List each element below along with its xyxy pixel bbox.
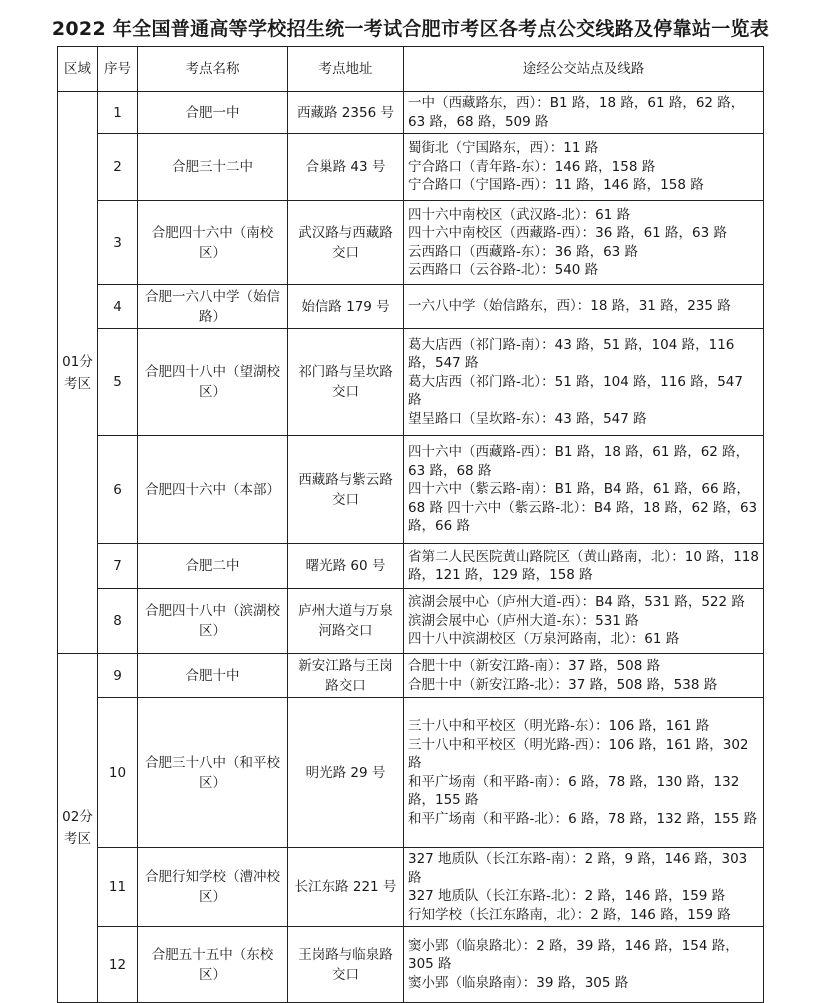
name-cell: 合肥行知学校（漕冲校区） — [138, 848, 288, 927]
name-cell: 合肥四十八中（望湖校区） — [138, 329, 288, 436]
route-line: 四十六中（紫云路-南）：B1 路，B4 路，61 路，66 路，68 路 四十六中（紫云路-北）：B4 路，18 路，62 路，63 路，66 路 — [408, 481, 758, 535]
header-seq: 序号 — [98, 47, 138, 92]
name-cell: 合肥一六八中学（始信路） — [138, 285, 288, 329]
route-line: 滨湖会展中心（庐州大道-东）：531 路 — [408, 612, 639, 629]
name-cell: 合肥三十二中 — [138, 134, 288, 201]
table-row — [58, 927, 764, 1003]
table-row — [58, 654, 764, 698]
route-line: 四十八中滨湖校区（万泉河路南，北）：61 路 — [408, 631, 680, 648]
address-cell: 祁门路与呈坎路交口 — [288, 329, 404, 436]
route-line: 窦小郢（临泉路北）：2 路，39 路，146 路，154 路，305 路 — [408, 937, 739, 973]
address-cell: 西藏路与紫云路交口 — [288, 436, 404, 544]
routes-cell — [404, 927, 764, 1003]
seq-cell: 6 — [98, 436, 138, 544]
route-line: 云西路口（云谷路-北）：540 路 — [408, 262, 599, 278]
address-cell: 曙光路 60 号 — [288, 544, 404, 589]
route-line: 蜀街北（宁国路东，西）：11 路 — [408, 140, 599, 157]
route-line: 和平广场南（和平路-南）：6 路，78 路，130 路，132 路，155 路 — [408, 773, 740, 808]
route-line: 滨湖会展中心（庐州大道-西）：B4 路，531 路，522 路 — [408, 594, 745, 611]
table-row — [58, 589, 764, 654]
table-row — [58, 436, 764, 544]
route-line: 望呈路口（呈坎路-东）：43 路，547 路 — [408, 410, 647, 427]
name-cell: 合肥一中 — [138, 92, 288, 134]
routes-cell — [404, 544, 764, 589]
route-line: 窦小郢（临泉路南）：39 路，305 路 — [408, 974, 629, 991]
route-line: 四十六中南校区（武汉路-北）：61 路 — [408, 206, 631, 223]
seq-cell: 9 — [98, 654, 138, 698]
header-address: 考点地址 — [288, 47, 404, 92]
route-line: 四十六中南校区（西藏路-西）：36 路，61 路，63 路 — [408, 225, 728, 241]
route-line: 一中（西藏路东，西）：B1 路，18 路，61 路，62 路，63 路，68 路，509 路 — [408, 95, 745, 130]
header-routes: 途经公交站点及线路 — [404, 47, 764, 92]
seq-cell: 7 — [98, 544, 138, 589]
route-line: 327 地质队（长江东路-北）：2 路，146 路，159 路 — [408, 888, 726, 904]
seq-cell: 1 — [98, 92, 138, 134]
address-cell: 西藏路 2356 号 — [288, 92, 404, 134]
name-cell: 合肥十中 — [138, 654, 288, 698]
routes-cell — [404, 92, 764, 134]
table-row — [58, 134, 764, 201]
region-cell-02: 02分考区 — [58, 654, 98, 1003]
route-line: 四十六中（西藏路-西）：B1 路，18 路，61 路，62 路，63 路，68 路 — [408, 444, 750, 479]
routes-cell — [404, 848, 764, 927]
name-cell: 合肥四十六中（南校区） — [138, 201, 288, 285]
routes-cell — [404, 134, 764, 201]
name-cell: 合肥五十五中（东校区） — [138, 927, 288, 1003]
table-header-row — [58, 47, 764, 92]
seq-cell: 10 — [98, 698, 138, 848]
name-cell: 合肥四十六中（本部） — [138, 436, 288, 544]
table-row — [58, 329, 764, 436]
routes-cell — [404, 436, 764, 544]
route-line: 合肥十中（新安江路-北）：37 路，508 路，538 路 — [408, 676, 718, 693]
route-line: 合肥十中（新安江路-南）：37 路，508 路 — [408, 658, 661, 674]
route-line: 云西路口（西藏路-东）：36 路，63 路 — [408, 243, 639, 260]
routes-cell — [404, 201, 764, 285]
region-cell-01: 01分考区 — [58, 92, 98, 654]
header-region: 区域 — [58, 47, 98, 92]
name-cell: 合肥二中 — [138, 544, 288, 589]
route-line: 327 地质队（长江东路-南）：2 路，9 路，146 路，303 路 — [408, 851, 748, 886]
route-line: 和平广场南（和平路-北）：6 路，78 路，132 路，155 路 — [408, 810, 758, 827]
address-cell: 长江东路 221 号 — [288, 848, 404, 927]
routes-cell — [404, 329, 764, 436]
route-line: 葛大店西（祁门路-北）：51 路，104 路，116 路，547 路 — [408, 373, 743, 409]
address-cell: 明光路 29 号 — [288, 698, 404, 848]
table-row — [58, 698, 764, 848]
table-row — [58, 848, 764, 927]
address-cell: 庐州大道与万泉河路交口 — [288, 589, 404, 654]
route-line: 葛大店西（祁门路-南）：43 路，51 路，104 路，116 路，547 路 — [408, 336, 735, 372]
address-cell: 武汉路与西藏路交口 — [288, 201, 404, 285]
address-cell: 新安江路与王岗路交口 — [288, 654, 404, 698]
table-row — [58, 92, 764, 134]
routes-cell — [404, 589, 764, 654]
route-line: 行知学校（长江东路南，北）：2 路，146 路，159 路 — [408, 906, 731, 923]
route-line: 三十八中和平校区（明光路-东）：106 路，161 路 — [408, 718, 710, 734]
seq-cell: 12 — [98, 927, 138, 1003]
routes-cell — [404, 285, 764, 329]
seq-cell: 3 — [98, 201, 138, 285]
address-cell: 合巢路 43 号 — [288, 134, 404, 201]
route-line: 宁合路口（青年路-东）：146 路，158 路 — [408, 158, 656, 175]
routes-cell — [404, 654, 764, 698]
seq-cell: 2 — [98, 134, 138, 201]
table-row — [58, 285, 764, 329]
address-cell: 始信路 179 号 — [288, 285, 404, 329]
header-name: 考点名称 — [138, 47, 288, 92]
seq-cell: 5 — [98, 329, 138, 436]
route-line: 一六八中学（始信路东，西）：18 路，31 路，235 路 — [408, 298, 731, 315]
route-line: 省第二人民医院黄山路院区（黄山路南，北）：10 路，118 路，121 路，129 路，158 路 — [408, 548, 759, 583]
routes-cell — [404, 698, 764, 848]
table-row — [58, 201, 764, 285]
seq-cell: 8 — [98, 589, 138, 654]
route-line: 宁合路口（宁国路-西）：11 路，146 路，158 路 — [408, 177, 704, 194]
seq-cell: 4 — [98, 285, 138, 329]
route-line: 三十八中和平校区（明光路-西）：106 路，161 路，302 路 — [408, 736, 749, 771]
name-cell: 合肥三十八中（和平校区） — [138, 698, 288, 848]
page-title: 2022 年全国普通高等学校招生统一考试合肥市考区各考点公交线路及停靠站一览表 — [51, 18, 770, 40]
name-cell: 合肥四十八中（滨湖校区） — [138, 589, 288, 654]
bus-routes-table — [57, 46, 764, 1003]
table-row — [58, 544, 764, 589]
seq-cell: 11 — [98, 848, 138, 927]
address-cell: 王岗路与临泉路交口 — [288, 927, 404, 1003]
